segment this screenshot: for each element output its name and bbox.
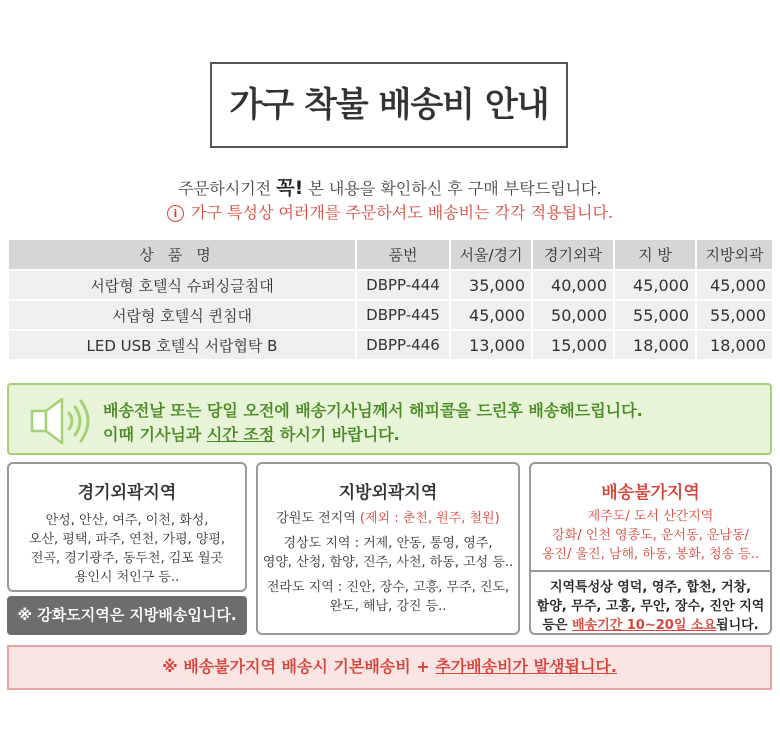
jeolla-list	[258, 578, 518, 616]
price-cell: 45,000	[615, 271, 695, 299]
gyeonggi-outer-title: 경기외곽지역	[77, 483, 177, 503]
happy-call-notice	[7, 383, 772, 455]
intro-line-1	[0, 173, 780, 200]
ganghwa-notice-badge: ※ 강화도지역은 지방배송입니다.	[7, 596, 247, 635]
table-row	[9, 301, 772, 329]
col-header-code: 품번	[357, 240, 449, 269]
price-cell: 45,000	[697, 271, 772, 299]
notice-text-before: 이때 기사님과	[103, 425, 207, 444]
unavailable-list	[531, 507, 770, 564]
divider	[531, 570, 770, 572]
table-row	[9, 271, 772, 299]
region-line: 완도, 해남, 강진 등..	[329, 599, 447, 614]
region-line: 함양, 무주, 고흥, 무안, 장수, 진안 지역	[536, 599, 765, 614]
col-header-province: 지 방	[615, 240, 695, 269]
gyeongsang-list	[258, 534, 518, 572]
intro-line-2	[0, 200, 780, 223]
region-line: 제주도/ 도서 산간지역	[587, 509, 714, 524]
price-cell: 35,000	[451, 271, 531, 299]
region-line: 강화/ 인천 영종도, 운서동, 운남동/	[552, 528, 749, 543]
notice-text-after: 하시기 바랍니다.	[274, 425, 400, 444]
region-line: 전곡, 경기광주, 동두천, 김포 월곳	[30, 551, 224, 566]
gangwon-text: 강원도 전지역	[276, 511, 360, 526]
product-code-cell: DBPP-444	[357, 271, 449, 299]
province-outer-region-box	[256, 462, 520, 635]
extra-fee-warning	[7, 645, 772, 690]
notice-line-2	[103, 422, 400, 445]
notice-line-1: 배송전날 또는 당일 오전에 배송기사님께서 해피콜을 드린후 배송해드립니다.	[103, 401, 643, 420]
intro-text-after: 본 내용을 확인하신 후 구매 부탁드립니다.	[303, 179, 602, 198]
gangwon-exclusion: (제외 : 춘천, 원주, 철원)	[359, 511, 500, 526]
table-header-row	[9, 240, 772, 269]
gangwon-line	[258, 509, 518, 528]
unavailable-title: 배송불가지역	[601, 483, 700, 503]
price-table	[7, 238, 774, 361]
col-header-seoul: 서울/경기	[451, 240, 531, 269]
delay-line	[531, 616, 770, 635]
price-cell: 50,000	[533, 301, 613, 329]
region-line: 용인시 처인구 등..	[74, 570, 180, 585]
warning-text: ※ 배송불가지역 배송시 기본배송비 +	[162, 657, 436, 676]
region-line: 경상도 지역 : 거제, 안동, 통영, 영주,	[283, 536, 493, 551]
price-cell: 45,000	[451, 301, 531, 329]
info-icon: i	[167, 205, 184, 222]
unavailable-region-box	[529, 462, 772, 635]
intro-emphasis: 꼭!	[276, 177, 304, 199]
region-line: 옹진/ 울진, 남해, 하동, 봉화, 청송 등..	[541, 547, 760, 562]
gyeonggi-outer-list	[9, 511, 245, 587]
price-cell: 15,000	[533, 331, 613, 359]
delay-duration: 배송기간 10~20일 소요	[571, 618, 717, 633]
region-line: 전라도 지역 : 진안, 장수, 고흥, 무주, 진도,	[266, 580, 510, 595]
province-outer-title: 지방외곽지역	[338, 483, 438, 503]
product-code-cell: DBPP-446	[357, 331, 449, 359]
delay-notice	[531, 578, 770, 635]
notice-underlined: 시간 조정	[206, 425, 275, 444]
price-cell: 13,000	[451, 331, 531, 359]
speaker-icon	[29, 395, 93, 447]
product-name-cell: LED USB 호텔식 서랍협탁 B	[9, 331, 355, 359]
price-cell: 18,000	[697, 331, 772, 359]
price-cell: 55,000	[697, 301, 772, 329]
product-name-cell: 서랍형 호텔식 슈퍼싱글침대	[9, 271, 355, 299]
price-cell: 18,000	[615, 331, 695, 359]
page-title: 가구 착불 배송비 안내	[210, 62, 568, 148]
table-row	[9, 331, 772, 359]
region-line: 오산, 평택, 파주, 연천, 가평, 양평,	[28, 532, 226, 547]
col-header-product: 상품명	[9, 240, 355, 269]
region-line: 지역특성상 영덕, 영주, 합천, 거창,	[549, 580, 752, 595]
price-cell: 40,000	[533, 271, 613, 299]
intro-text-before: 주문하시기전	[178, 179, 277, 198]
delay-text-after: 됩니다.	[716, 618, 759, 633]
delay-text-before: 등은	[542, 618, 572, 633]
region-line: 영양, 산청, 함양, 진주, 사천, 하동, 고성 등..	[262, 555, 514, 570]
col-header-gyeonggi-outer: 경기외곽	[533, 240, 613, 269]
region-line: 안성, 안산, 여주, 이천, 화성,	[45, 513, 209, 528]
warning-underlined: 추가배송비가 발생됩니다.	[435, 657, 617, 676]
product-code-cell: DBPP-445	[357, 301, 449, 329]
col-header-province-outer: 지방외곽	[697, 240, 772, 269]
product-name-cell: 서랍형 호텔식 퀸침대	[9, 301, 355, 329]
intro-warning-text: 가구 특성상 여러개를 주문하셔도 배송비는 각각 적용됩니다.	[191, 203, 614, 222]
gyeonggi-outer-region-box	[7, 462, 247, 592]
price-cell: 55,000	[615, 301, 695, 329]
